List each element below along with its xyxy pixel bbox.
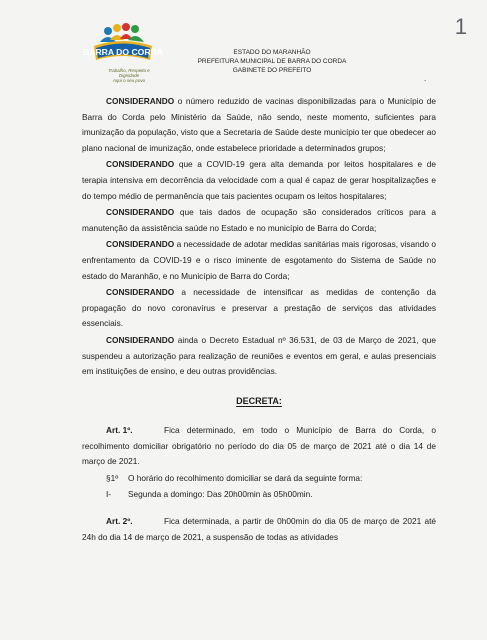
considerando-3: CONSIDERANDO que tais dados de ocupação são considerados críticos para a manutenção da assistência saúde no Estado e no município de Barra do Corda; [82,207,436,233]
header-line-prefeitura: PREFEITURA MUNICIPAL DE BARRA DO CORDA [197,58,347,65]
considerando-2: CONSIDERANDO que a COVID-19 gera alta demanda por leitos hospitalares e de terapia intensiva em decorrência da velocidade com a qual é capaz de gerar hospitalizações e do tempo médio de permanência que tais pacientes ocupam os leitos hospitalares; [82,159,436,201]
article-2: Art. 2º. Fica determinada, a partir de 0h00min do dia 05 de março de 2021 até 24h do dia 14 de março de 2021, a suspensão de todas as atividades [82,516,436,542]
letterhead [172,48,372,75]
article-1: Art. 1º. Fica determinado, em todo o Município de Barra do Corda, o recolhimento domiciliar obrigatório no período do dia 05 de março de 2021 até o dia 14 de março de 2021. [82,425,436,467]
considerando-6: CONSIDERANDO ainda o Decreto Estadual nº 36.531, de 03 de Março de 2021, que suspendeu a autorização para realização de reuniões e eventos em geral, e aulas presenciais em instituições de ensino, e deu outras providências. [82,334,436,377]
header-line-state: ESTADO DO MARANHÃO [233,49,311,56]
decreta-heading: DECRETA: [236,395,282,406]
header-line-gabinete: GABINETE DO PREFEITO [232,67,312,74]
article-1-paragraph-1: §1º O horário do recolhimento domiciliar se dará da seguinte forma: [106,473,363,484]
considerando-4: CONSIDERANDO a necessidade de adotar medidas sanitárias mais rigorosas, visando o enfrentamento da COVID-19 e o risco iminente de esgotamento do Sistema de Saúde no estado do Maranhão, e no Município de Barra do Corda; [82,239,436,281]
article-1-inciso-1: I- Segunda a domingo: Das 20h00min às 05h00min. [106,488,313,499]
logo-tagline: Trabalho, Respeito e Dignidade Aqui o seu povo [108,68,150,83]
header-mark: . [424,74,427,83]
page-number-indicator: 1 [454,14,467,39]
document-body [82,94,436,546]
considerando-5: CONSIDERANDO a necessidade de intensificar as medidas de contenção da propagação do novo coronavírus e preservar a prestação de serviços das atividades essenciais. [82,287,436,329]
considerando-1: CONSIDERANDO o número reduzido de vacinas disponibilizadas para o Município de Barra do Corda pelo Ministério da Saúde, não sendo, neste momento, suficientes para imunização da população, visto que a Secretaria de Saúde deste município ter que obedecer ao plano nacional de imunização, onde estabelece prioridade a determinados grupos; [82,96,436,153]
svg-text:BARRA DO CORDA: BARRA DO CORDA [83,47,163,57]
